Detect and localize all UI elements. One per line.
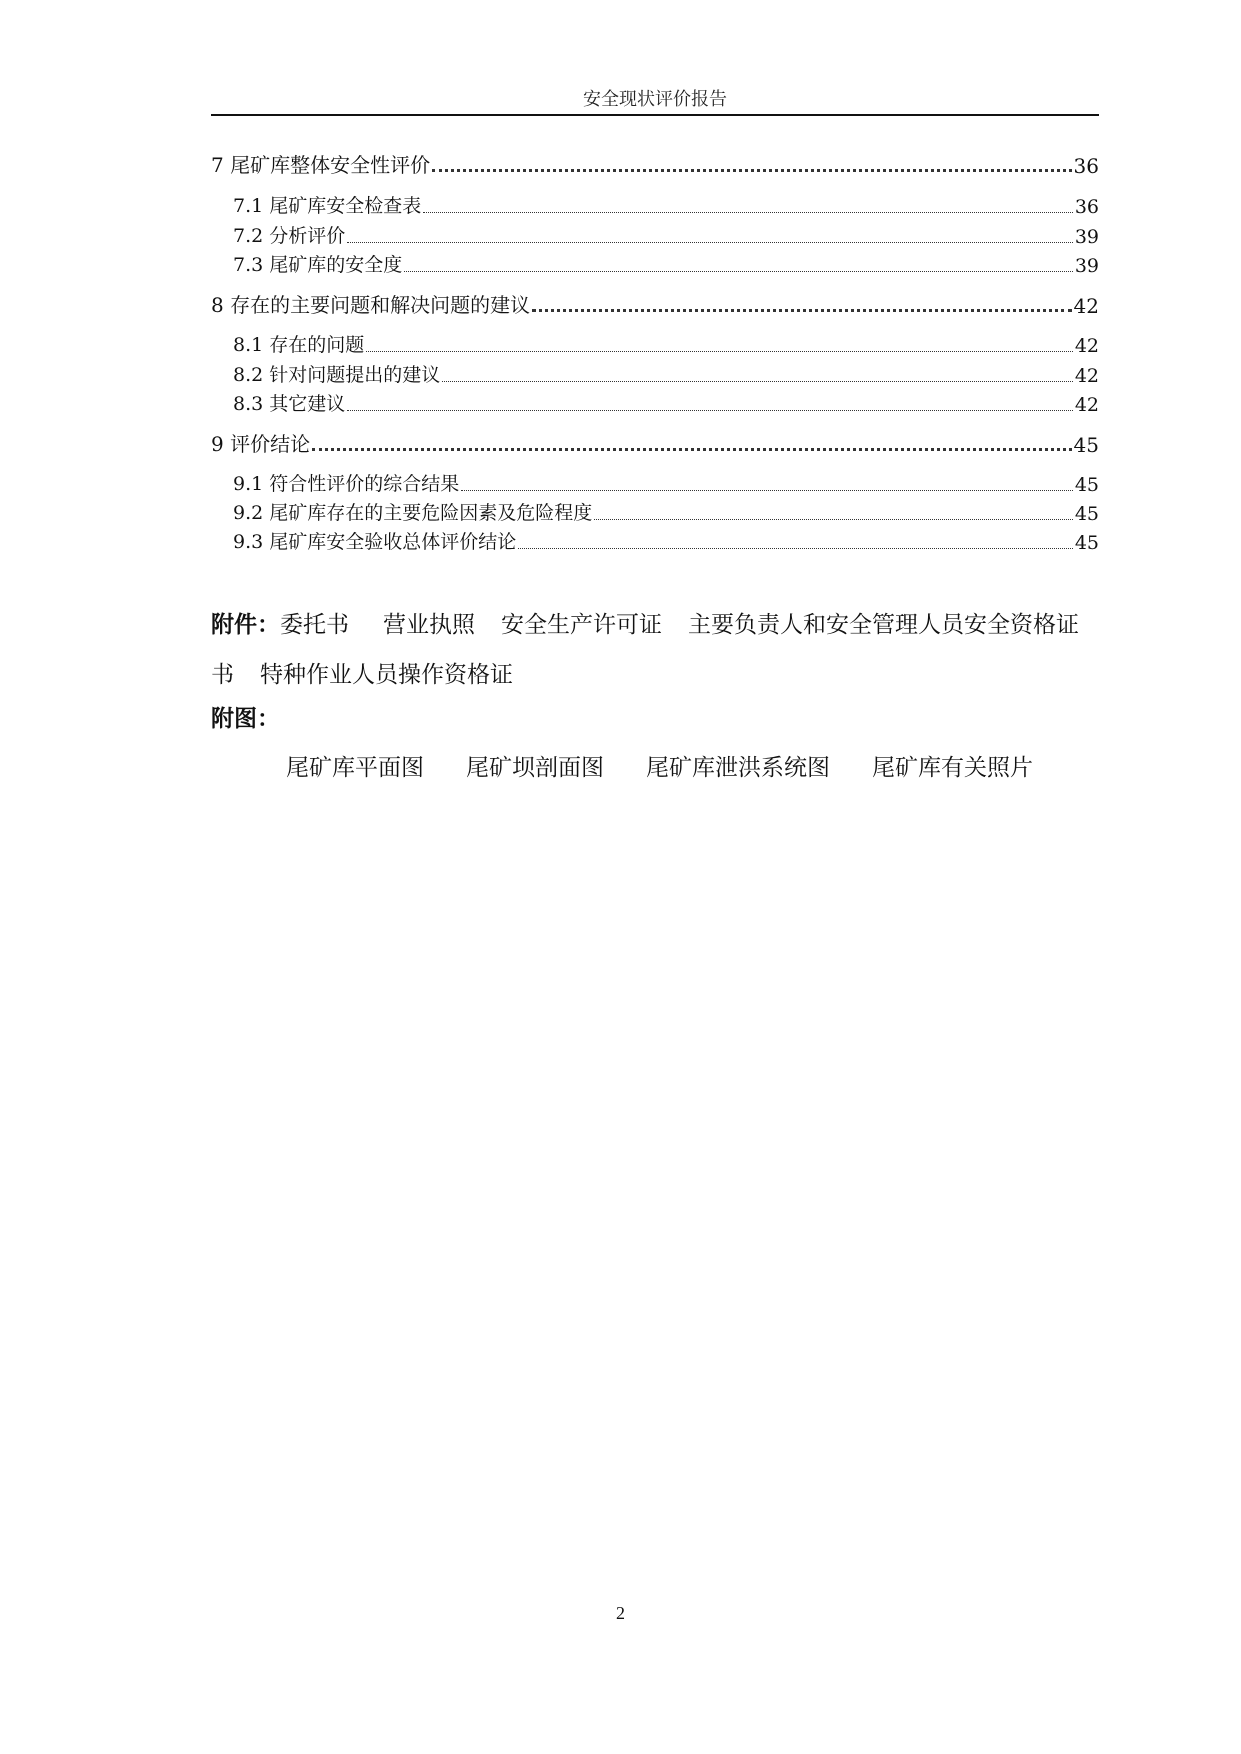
attachment-item: 委托书 bbox=[280, 612, 349, 638]
toc-entry-page: 36 bbox=[1074, 196, 1099, 218]
toc-entry-title: 8.1 存在的问题 bbox=[233, 334, 365, 356]
toc-entry-title: 7 尾矿库整体安全性评价 bbox=[211, 153, 431, 177]
figures-label: 附图： bbox=[211, 705, 280, 732]
toc-entry[interactable] bbox=[211, 466, 1099, 496]
toc-dot-leader bbox=[347, 391, 1073, 411]
toc-dot-leader bbox=[432, 149, 1071, 172]
attachments-section bbox=[211, 600, 1099, 700]
toc-entry-title: 9.2 尾矿库存在的主要危险因素及危险程度 bbox=[233, 502, 593, 524]
toc-dot-leader bbox=[423, 193, 1073, 213]
toc-entry[interactable] bbox=[211, 288, 1099, 318]
attachment-item: 营业执照 bbox=[383, 612, 475, 638]
toc-entry[interactable] bbox=[211, 524, 1099, 554]
figures-list bbox=[286, 752, 1106, 784]
toc-dot-leader bbox=[442, 362, 1073, 382]
toc-entry-title: 7.3 尾矿库的安全度 bbox=[233, 254, 403, 276]
toc-entry[interactable] bbox=[211, 357, 1099, 387]
attachment-item: 特种作业人员操作资格证 bbox=[260, 662, 513, 688]
toc-entry-title: 9.3 尾矿库安全验收总体评价结论 bbox=[233, 531, 517, 553]
toc-entry-title: 7.1 尾矿库安全检查表 bbox=[233, 195, 422, 217]
toc-entry[interactable] bbox=[211, 148, 1099, 178]
toc-entry-title: 8 存在的主要问题和解决问题的建议 bbox=[211, 293, 531, 317]
toc-entry-page: 45 bbox=[1073, 433, 1099, 457]
toc-entry-title: 9 评价结论 bbox=[211, 432, 311, 456]
header-rule bbox=[211, 114, 1099, 116]
toc-entry-page: 39 bbox=[1074, 226, 1099, 248]
toc-dot-leader bbox=[594, 500, 1073, 520]
page-number: 2 bbox=[616, 1603, 625, 1623]
toc-dot-leader bbox=[532, 289, 1071, 312]
toc-entry-page: 42 bbox=[1074, 365, 1099, 387]
attachment-item: 安全生产许可证 bbox=[501, 612, 662, 638]
toc-dot-leader bbox=[347, 223, 1073, 243]
toc-entry[interactable] bbox=[211, 386, 1099, 416]
toc-dot-leader bbox=[404, 252, 1073, 272]
toc-entry-title: 7.2 分析评价 bbox=[233, 225, 346, 247]
toc-dot-leader bbox=[461, 471, 1073, 491]
figure-item: 尾矿库平面图 bbox=[286, 755, 424, 781]
toc-dot-leader bbox=[518, 529, 1073, 549]
toc-entry-page: 42 bbox=[1074, 394, 1099, 416]
attachment-item: 主要负责人和安全管理人员安全资格证书 bbox=[211, 612, 1079, 688]
page-header-title: 安全现状评价报告 bbox=[583, 89, 727, 110]
toc-entry-title: 9.1 符合性评价的综合结果 bbox=[233, 473, 460, 495]
toc-entry-page: 39 bbox=[1074, 255, 1099, 277]
toc-entry[interactable] bbox=[211, 218, 1099, 248]
toc-entry-page: 42 bbox=[1074, 335, 1099, 357]
toc-entry-page: 36 bbox=[1073, 154, 1099, 178]
toc-entry[interactable] bbox=[211, 247, 1099, 277]
toc-entry-page: 45 bbox=[1074, 532, 1099, 554]
toc-entry-page: 45 bbox=[1074, 474, 1099, 496]
toc-entry[interactable] bbox=[211, 188, 1099, 218]
toc-entry-title: 8.2 针对问题提出的建议 bbox=[233, 364, 441, 386]
toc-entry[interactable] bbox=[211, 427, 1099, 457]
figure-item: 尾矿坝剖面图 bbox=[466, 755, 604, 781]
figure-item: 尾矿库有关照片 bbox=[872, 755, 1033, 781]
toc-entry-page: 45 bbox=[1074, 503, 1099, 525]
toc-entry[interactable] bbox=[211, 495, 1099, 525]
toc-dot-leader bbox=[366, 332, 1073, 352]
toc-entry-title: 8.3 其它建议 bbox=[233, 393, 346, 415]
toc-entry-page: 42 bbox=[1073, 294, 1099, 318]
figure-item: 尾矿库泄洪系统图 bbox=[646, 755, 830, 781]
toc-entry[interactable] bbox=[211, 327, 1099, 357]
attachments-label: 附件： bbox=[211, 611, 280, 638]
toc-dot-leader bbox=[312, 428, 1071, 451]
